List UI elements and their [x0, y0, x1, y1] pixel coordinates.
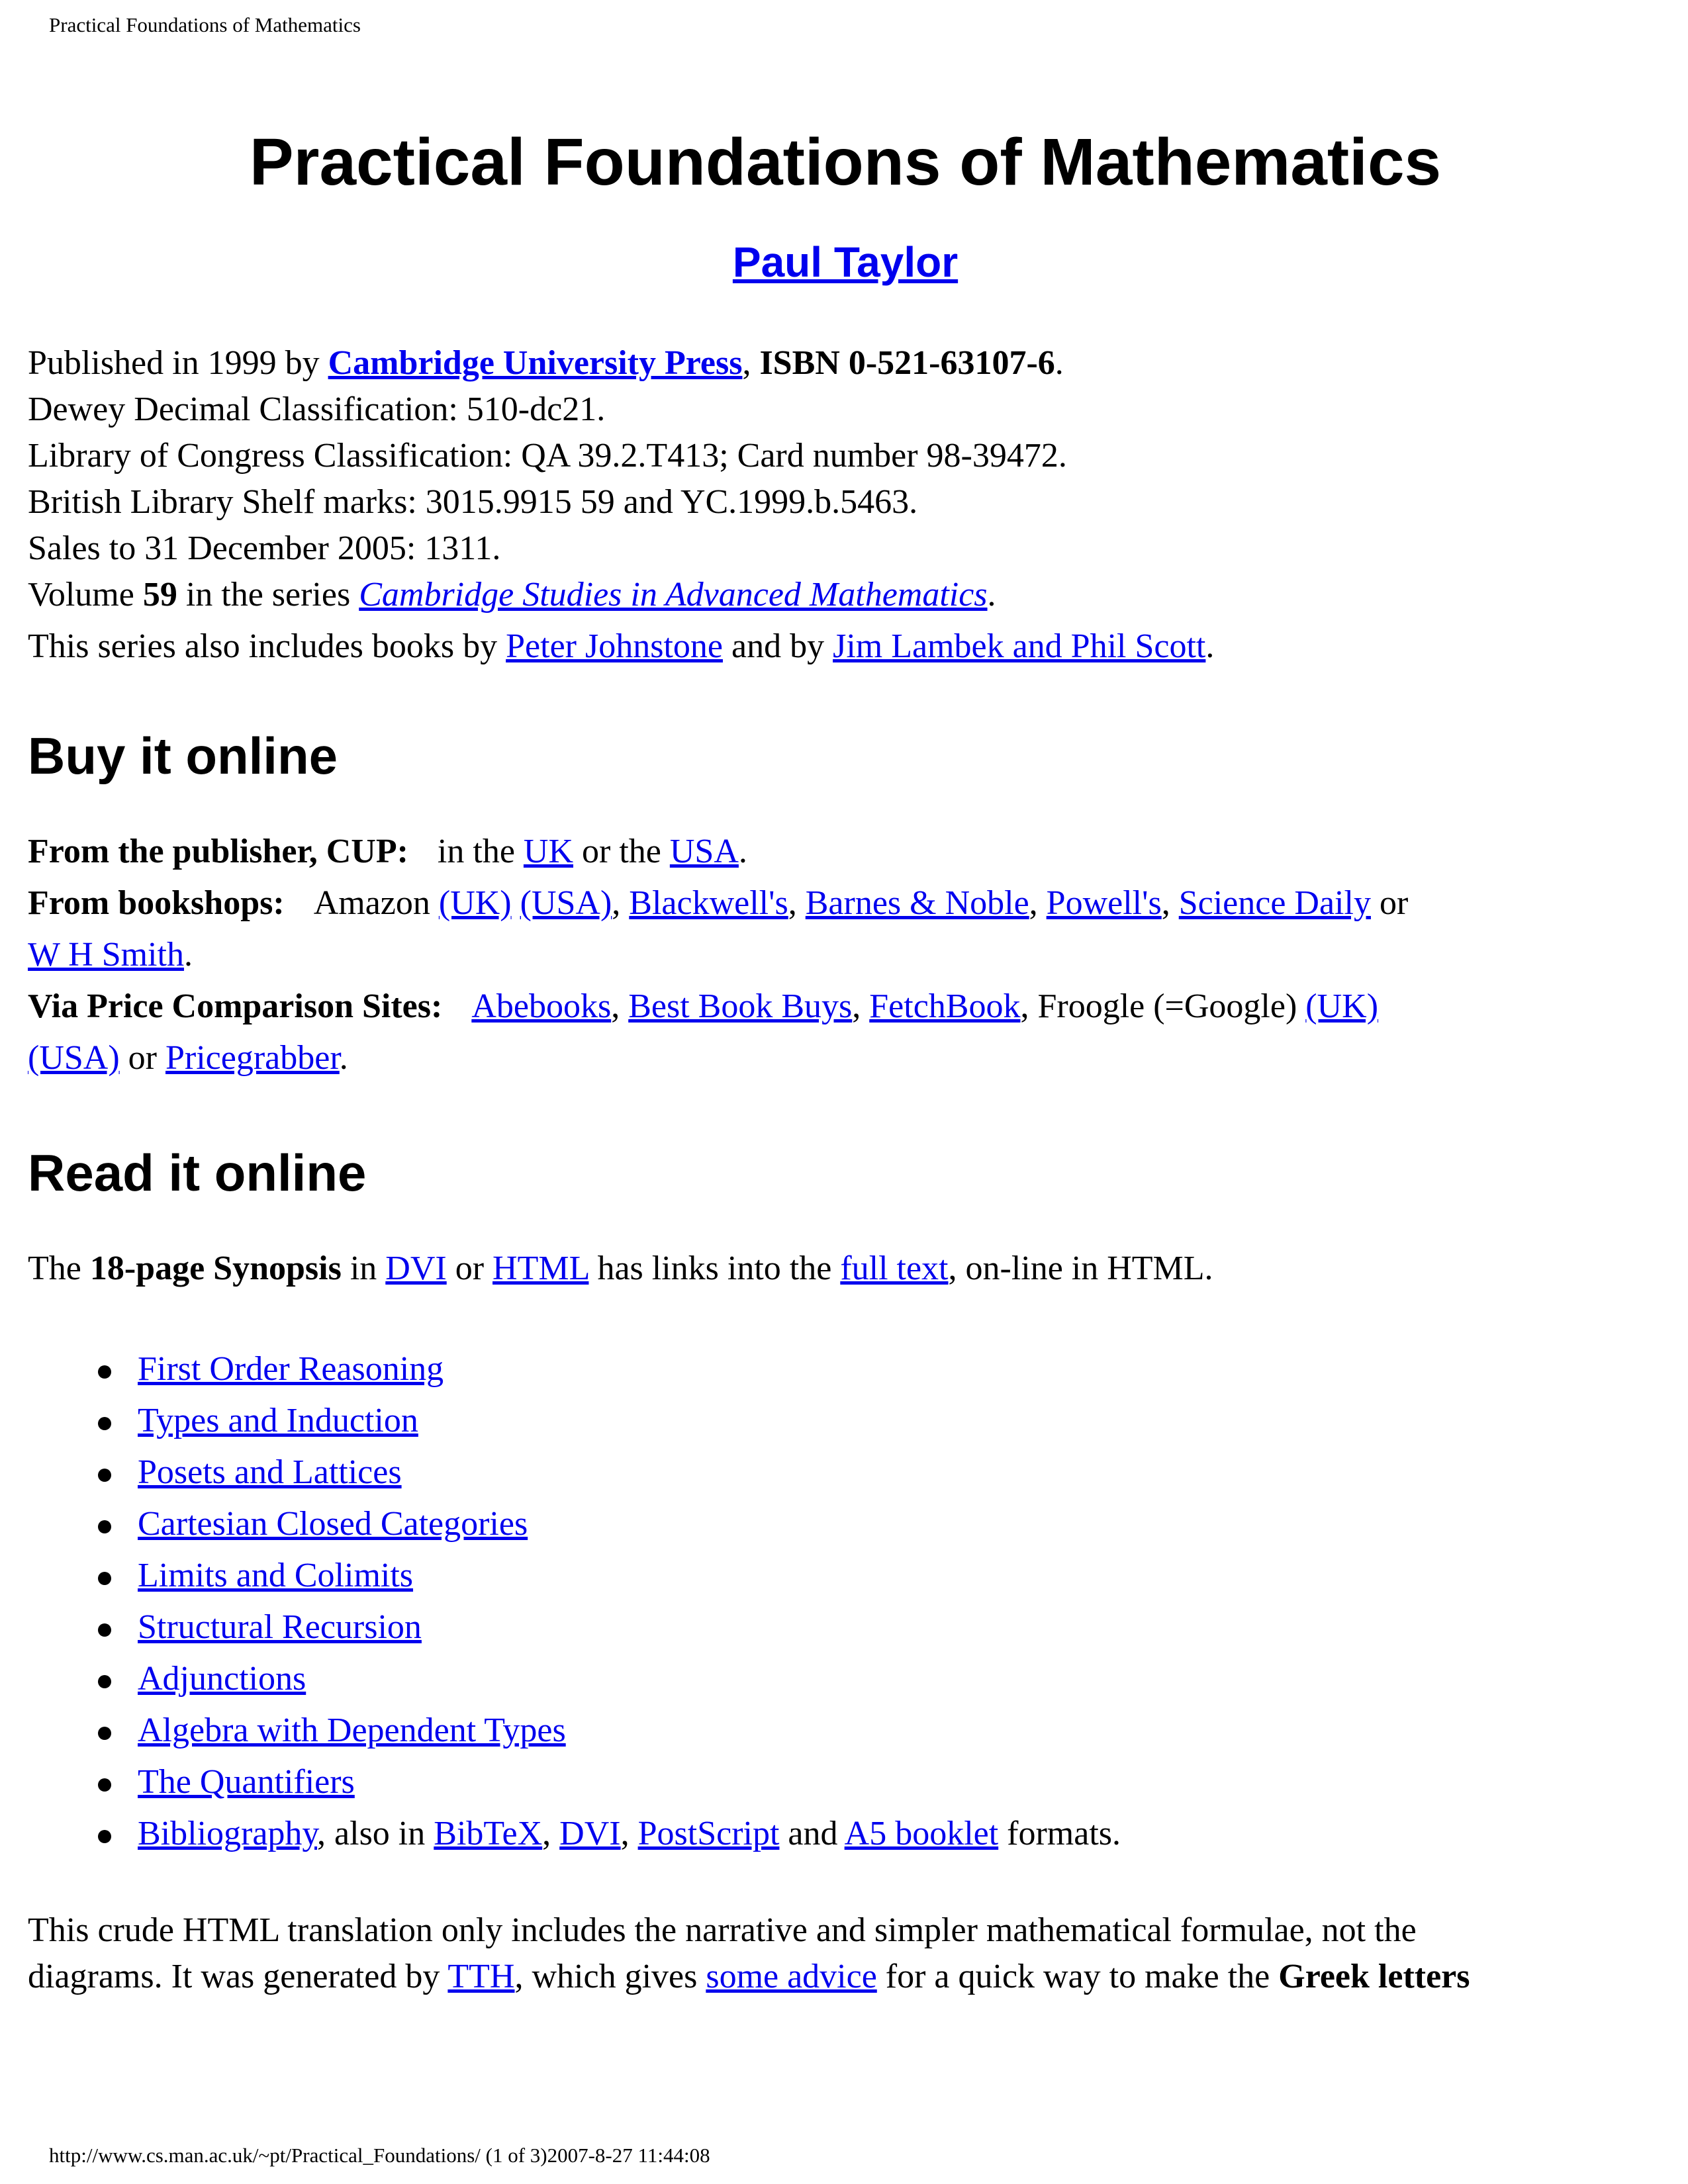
- bibtex-link[interactable]: BibTeX: [434, 1815, 543, 1852]
- bullet-icon: [98, 1830, 111, 1843]
- bibliography-link[interactable]: Bibliography: [138, 1815, 318, 1852]
- dewey-line: Dewey Decimal Classification: 510-dc21.: [28, 390, 606, 428]
- list-item: [138, 1705, 1663, 1756]
- chapter-link[interactable]: Algebra with Dependent Types: [138, 1711, 566, 1749]
- a5-booklet-link[interactable]: A5 booklet: [844, 1815, 999, 1852]
- publisher-link[interactable]: Cambridge University Press: [328, 344, 743, 382]
- publisher-buy-line: From the publisher, CUP: in the UK or the USA.: [28, 833, 747, 870]
- amazon-uk-link[interactable]: (UK): [438, 884, 512, 922]
- chapter-link[interactable]: The Quantifiers: [138, 1763, 355, 1801]
- bullet-icon: [98, 1778, 111, 1792]
- author-line: [28, 236, 1663, 289]
- some-advice-link[interactable]: some advice: [706, 1958, 877, 1995]
- author-link[interactable]: Paul Taylor: [732, 238, 959, 286]
- chapter-link[interactable]: Adjunctions: [138, 1660, 306, 1698]
- bullet-icon: [98, 1623, 111, 1637]
- synopsis-html-link[interactable]: HTML: [492, 1250, 589, 1287]
- synopsis-line: The 18-page Synopsis in DVI or HTML has links into the full text, on-line in HTML.: [28, 1250, 1213, 1287]
- fetchbook-link[interactable]: FetchBook: [869, 987, 1021, 1025]
- chapter-link[interactable]: First Order Reasoning: [138, 1350, 444, 1388]
- tth-link[interactable]: TTH: [447, 1958, 515, 1995]
- publication-info: [28, 340, 1663, 670]
- list-item: [138, 1653, 1663, 1705]
- barnes-noble-link[interactable]: Barnes & Noble: [805, 884, 1029, 922]
- johnstone-link[interactable]: Peter Johnstone: [506, 627, 723, 665]
- full-text-link[interactable]: full text: [840, 1250, 949, 1287]
- volume-number: 59: [142, 576, 177, 614]
- science-daily-link[interactable]: Science Daily: [1178, 884, 1371, 922]
- list-item: [138, 1343, 1663, 1395]
- bullet-icon: [98, 1727, 111, 1740]
- cup-uk-link[interactable]: UK: [523, 833, 574, 870]
- list-item: [138, 1395, 1663, 1447]
- list-item: [138, 1498, 1663, 1550]
- bullet-icon: [98, 1417, 111, 1430]
- chapter-link[interactable]: Limits and Colimits: [138, 1557, 414, 1594]
- bullet-icon: [98, 1572, 111, 1585]
- list-item: [138, 1550, 1663, 1602]
- page-footer-url: http://www.cs.man.ac.uk/~pt/Practical_Foundations/ (1 of 3)2007-8-27 11:44:08: [49, 2144, 710, 2167]
- volume-line: Volume 59 in the series Cambridge Studies in Advanced Mathematics.: [28, 576, 996, 614]
- bullet-icon: [98, 1675, 111, 1688]
- loc-line: Library of Congress Classification: QA 39.2.T413; Card number 98-39472.: [28, 437, 1067, 475]
- bl-line: British Library Shelf marks: 3015.9915 59 and YC.1999.b.5463.: [28, 483, 918, 521]
- chapter-link[interactable]: Posets and Lattices: [138, 1453, 402, 1491]
- chapter-link[interactable]: Cartesian Closed Categories: [138, 1505, 528, 1543]
- chapter-link[interactable]: Types and Induction: [138, 1402, 418, 1439]
- list-item: [138, 1602, 1663, 1653]
- page-title: Practical Foundations of Mathematics: [249, 125, 1442, 199]
- list-item: [138, 1447, 1663, 1498]
- bibliography-item: Bibliography, also in BibTeX, DVI, PostScript and A5 booklet formats.: [138, 1808, 1663, 1860]
- bullet-icon: [98, 1469, 111, 1482]
- chapter-list: [28, 1343, 1663, 1860]
- bullet-icon: [98, 1365, 111, 1379]
- running-header: Practical Foundations of Mathematics: [49, 13, 361, 36]
- series-link[interactable]: Cambridge Studies in Advanced Mathematics: [359, 576, 988, 614]
- froogle-usa-link[interactable]: (USA): [28, 1039, 120, 1077]
- buy-heading: Buy it online: [28, 727, 338, 785]
- postscript-link[interactable]: PostScript: [637, 1815, 780, 1852]
- powells-link[interactable]: Powell's: [1046, 884, 1162, 922]
- froogle-uk-link[interactable]: (UK): [1305, 987, 1379, 1025]
- read-heading: Read it online: [28, 1144, 367, 1202]
- series-also-line: This series also includes books by Peter Johnstone and by Jim Lambek and Phil Scott.: [28, 627, 1215, 665]
- page-content: [28, 113, 1663, 2000]
- whsmith-link[interactable]: W H Smith: [28, 936, 184, 974]
- list-item: [138, 1756, 1663, 1808]
- chapter-link[interactable]: Structural Recursion: [138, 1608, 422, 1646]
- comparison-line: Via Price Comparison Sites: Abebooks, Best Book Buys, FetchBook, Froogle (=Google) (UK) (USA) or Pricegrabber.: [28, 987, 1379, 1077]
- synopsis-dvi-link[interactable]: DVI: [385, 1250, 447, 1287]
- blackwells-link[interactable]: Blackwell's: [629, 884, 788, 922]
- buy-section: [28, 826, 1663, 1084]
- lambek-scott-link[interactable]: Jim Lambek and Phil Scott: [833, 627, 1206, 665]
- bestbookbuys-link[interactable]: Best Book Buys: [628, 987, 853, 1025]
- closing-paragraph: This crude HTML translation only includes the narrative and simpler mathematical formulae, not the diagrams. It was generated by TTH, which gives some advice for a quick way to make the Greek letters: [28, 1911, 1470, 1995]
- amazon-usa-link[interactable]: (USA): [520, 884, 612, 922]
- pricegrabber-link[interactable]: Pricegrabber: [165, 1039, 340, 1077]
- published-line: Published in 1999 by Cambridge University Press, ISBN 0-521-63107-6.: [28, 344, 1064, 382]
- bullet-icon: [98, 1520, 111, 1533]
- bib-dvi-link[interactable]: DVI: [559, 1815, 621, 1852]
- bookshops-line: From bookshops: Amazon (UK) (USA), Blackwell's, Barnes & Noble, Powell's, Science Daily or W H Smith.: [28, 884, 1409, 974]
- abebooks-link[interactable]: Abebooks: [471, 987, 612, 1025]
- sales-line: Sales to 31 December 2005: 1311.: [28, 529, 501, 567]
- cup-usa-link[interactable]: USA: [669, 833, 739, 870]
- isbn: ISBN 0-521-63107-6: [759, 344, 1055, 382]
